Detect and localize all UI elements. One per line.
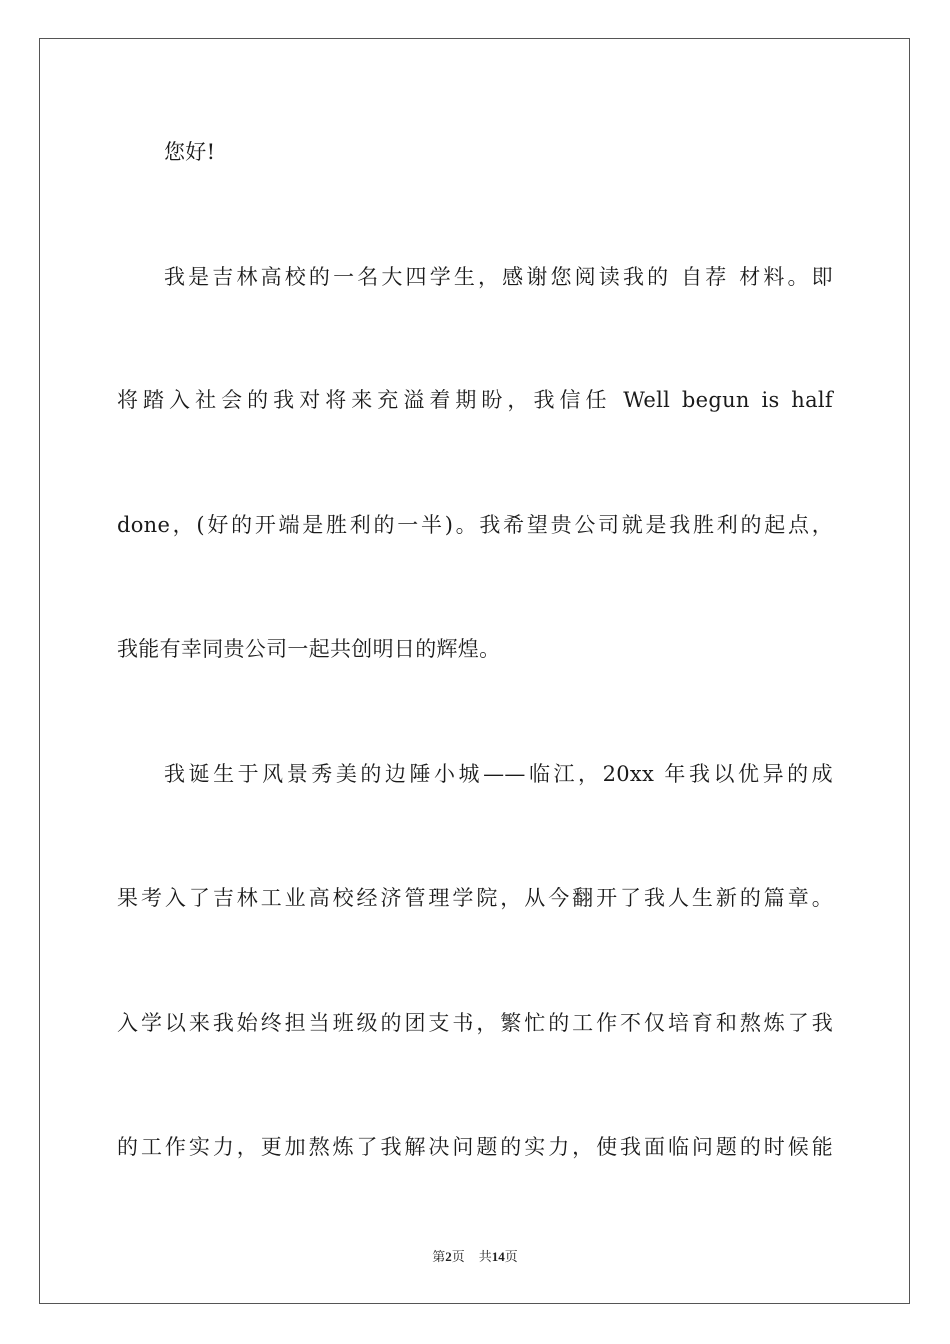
page-number: 2 [445, 1249, 452, 1264]
paragraph-1-line-1: 我是吉林高校的一名大四学生，感谢您阅读我的 自荐 材料。即 [164, 265, 833, 289]
total-pages: 14 [491, 1249, 505, 1264]
page-border [39, 38, 910, 1304]
paragraph-2-line-4: 的工作实力，更加熬炼了我解决问题的实力，使我面临问题的时候能 [117, 1135, 833, 1159]
page-label-suffix: 页 [451, 1249, 465, 1264]
page-footer [0, 1249, 950, 1265]
total-label-suffix: 页 [504, 1249, 518, 1264]
greeting-line: 您好! [164, 140, 216, 164]
total-label-prefix: 共 [478, 1249, 492, 1264]
paragraph-1-line-4: 我能有幸同贵公司一起共创明日的辉煌。 [117, 637, 501, 661]
paragraph-2-line-2: 果考入了吉林工业高校经济管理学院，从今翻开了我人生新的篇章。 [117, 886, 833, 910]
paragraph-1-line-3: done，(好的开端是胜利的一半)。我希望贵公司就是我胜利的起点， [117, 513, 833, 537]
paragraph-2-line-1: 我诞生于风景秀美的边陲小城——临江，20xx 年我以优异的成 [164, 762, 833, 786]
page-label-prefix: 第 [432, 1249, 446, 1264]
paragraph-2-line-3: 入学以来我始终担当班级的团支书，繁忙的工作不仅培育和熬炼了我 [117, 1011, 833, 1035]
paragraph-1-line-2: 将踏入社会的我对将来充溢着期盼，我信任 Well begun is half [117, 388, 833, 412]
